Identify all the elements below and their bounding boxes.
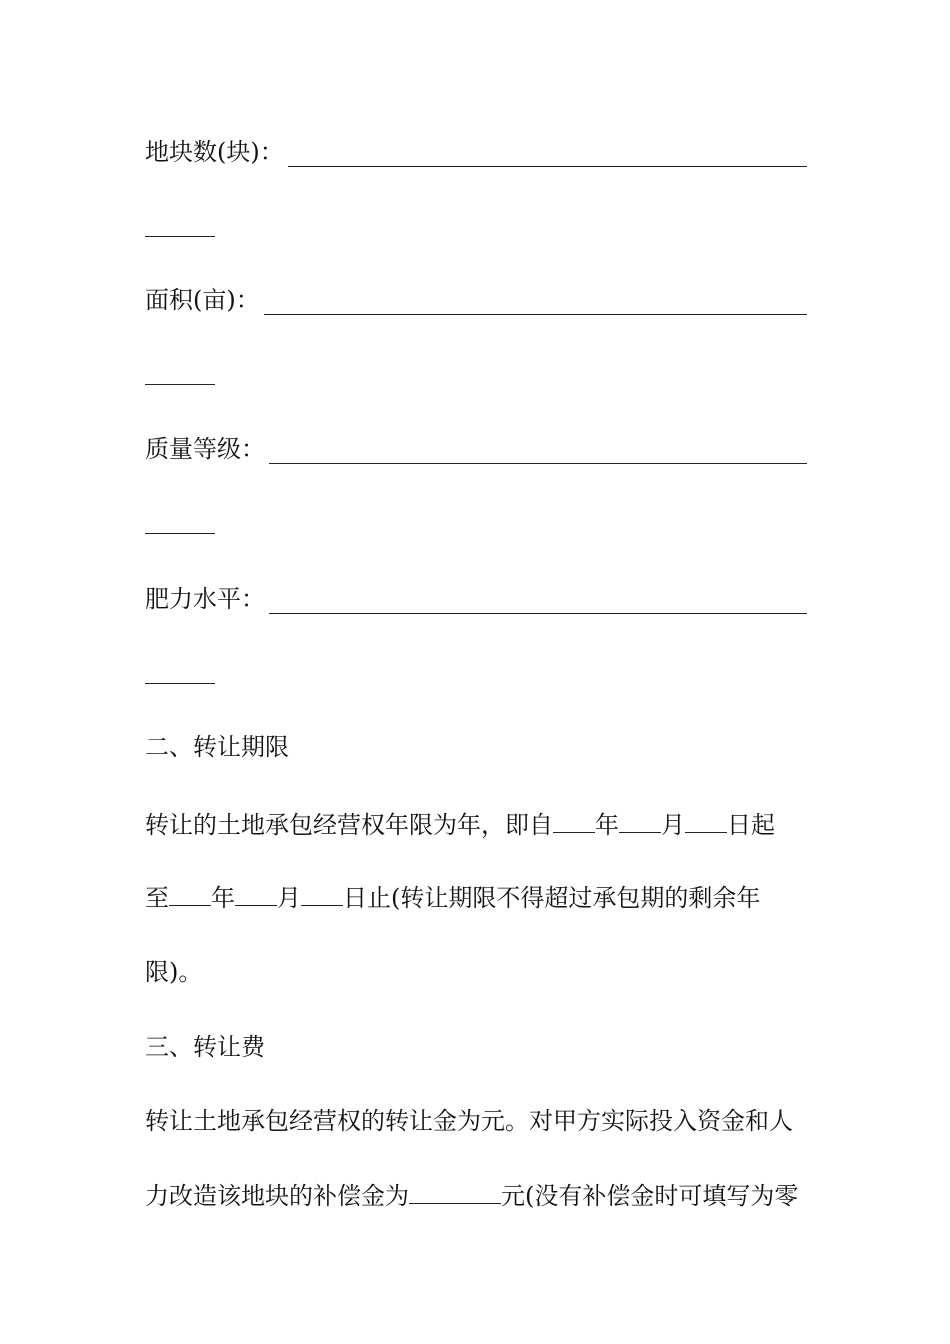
continuation-line xyxy=(145,384,215,385)
text: 年 xyxy=(211,884,235,912)
continuation-line xyxy=(145,683,215,684)
field-quality-grade xyxy=(145,434,807,464)
blank-day xyxy=(301,883,343,906)
section-heading: 三、转让费 xyxy=(145,1033,265,1061)
paragraph-line: 限)。 xyxy=(145,958,203,986)
field-area xyxy=(145,285,807,315)
continuation-line xyxy=(145,533,215,534)
fill-in-line xyxy=(288,144,807,167)
fill-in-line xyxy=(264,292,807,315)
fill-in-line xyxy=(269,441,807,464)
section-heading: 二、转让期限 xyxy=(145,733,289,761)
continuation-line xyxy=(145,236,215,237)
blank-year xyxy=(169,883,211,906)
field-label: 质量等级： xyxy=(145,435,265,463)
field-label: 面积(亩)： xyxy=(145,286,260,314)
blank-month xyxy=(235,883,277,906)
paragraph-line: 转让土地承包经营权的转让金为元。对甲方实际投入资金和人 xyxy=(145,1107,793,1135)
blank-amount xyxy=(409,1181,501,1204)
text: 元(没有补偿金时可填写为零 xyxy=(501,1182,799,1210)
blank-day xyxy=(685,810,727,833)
field-fertility-level xyxy=(145,584,807,614)
text: 月 xyxy=(277,884,301,912)
field-label: 肥力水平： xyxy=(145,585,265,613)
paragraph-line xyxy=(145,810,775,840)
text: 日止(转让期限不得超过承包期的剩余年 xyxy=(343,884,761,912)
text: 至 xyxy=(145,884,169,912)
fill-in-line xyxy=(269,591,807,614)
paragraph-line xyxy=(145,1181,798,1211)
text: 力改造该地块的补偿金为 xyxy=(145,1182,409,1210)
paragraph-line xyxy=(145,883,760,913)
text: 日起 xyxy=(727,811,775,839)
field-plot-count xyxy=(145,137,807,167)
blank-month xyxy=(619,810,661,833)
field-label: 地块数(块)： xyxy=(145,138,284,166)
text: 转让的土地承包经营权年限为年，即自 xyxy=(145,811,553,839)
text: 月 xyxy=(661,811,685,839)
blank-year xyxy=(553,810,595,833)
text: 年 xyxy=(595,811,619,839)
